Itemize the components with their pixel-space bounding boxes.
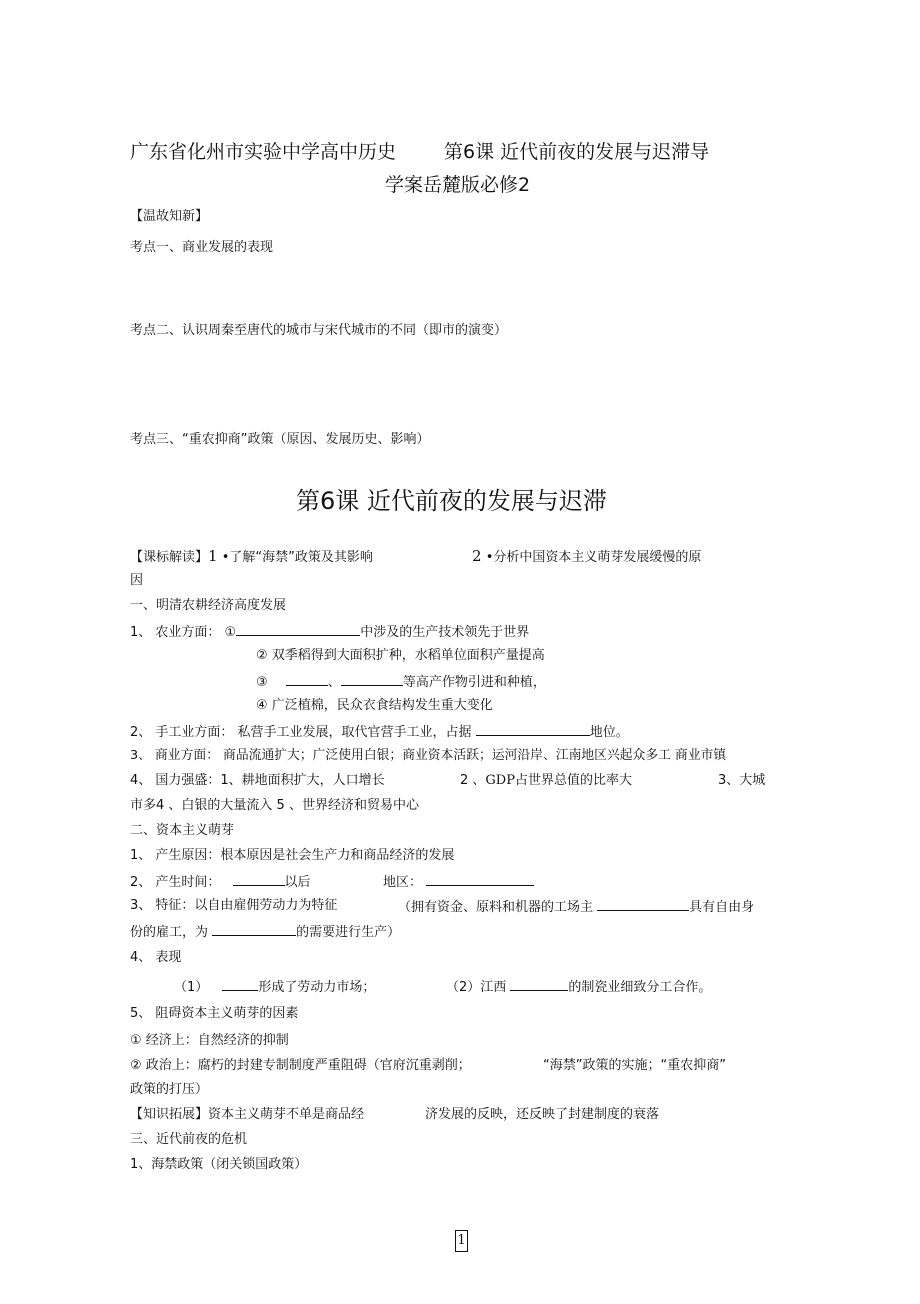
time-blank bbox=[233, 873, 285, 886]
craft-blank bbox=[476, 723, 590, 736]
doc-title-line2: 学案岳麓版必修2 bbox=[385, 174, 531, 196]
feature-b: （拥有资金、原料和机器的工场主 bbox=[398, 900, 594, 915]
feature-cont bbox=[130, 923, 400, 941]
power-b2: 占世界总值的比率大 bbox=[514, 773, 632, 788]
review-point-2: 考点二、认识周秦至唐代的城市与宋代城市的不同（即市的演变） bbox=[130, 323, 508, 338]
agri-1-marker: ① bbox=[224, 625, 237, 640]
doc-title-line1-left: 广东省化州市实验中学高中历史 bbox=[130, 141, 397, 163]
curriculum-item-2-cont: 因 bbox=[130, 573, 144, 588]
manifest-blank-2 bbox=[510, 978, 568, 991]
agri-line-4: ④ 广泛植棉，民众衣食结构发生重大变化 bbox=[256, 698, 493, 713]
feature-c: 具有自由身 bbox=[689, 900, 755, 915]
craft-text: 2、 手工业方面： 私营手工业发展，取代官营手工业，占据 bbox=[130, 725, 472, 740]
lesson-title: 第6课 近代前夜的发展与迟滞 bbox=[296, 487, 607, 515]
curriculum-num-1: 1 bbox=[208, 547, 218, 565]
feature-line-a: 3、 特征：以自由雇佣劳动力为特征 bbox=[130, 898, 338, 913]
manifest-2a: （2）江西 bbox=[446, 980, 507, 995]
section1-heading: 一、明清农耕经济高度发展 bbox=[130, 598, 287, 613]
agri-3-blank-1 bbox=[286, 673, 328, 686]
region-blank bbox=[426, 873, 534, 886]
power-cont: 市多4 、白银的大量流入 5 、世界经济和贸易中心 bbox=[130, 798, 419, 813]
power-line-b bbox=[460, 773, 632, 789]
obstacles-heading: 5、 阻碍资本主义萌芽的因素 bbox=[130, 1006, 299, 1021]
time-after: 以后 bbox=[284, 875, 311, 890]
agri-1-text: 中涉及的生产技术领先于世界 bbox=[360, 625, 530, 640]
section2-heading: 二、资本主义萌芽 bbox=[130, 823, 235, 838]
review-header: 【温故知新】 bbox=[130, 209, 209, 224]
extension-a: 【知识拓展】资本主义萌芽不单是商品经 bbox=[130, 1107, 365, 1122]
curriculum-item-2: •分析中国资本主义萌芽发展缓慢的原 bbox=[485, 550, 702, 565]
agri-1-blank bbox=[236, 623, 360, 636]
page-number: 1 bbox=[455, 1230, 468, 1252]
doc-title-line1-right: 第6课 近代前夜的发展与迟滞导 bbox=[444, 141, 710, 163]
feature-blank-1 bbox=[597, 898, 689, 911]
power-line-c: 3、大城 bbox=[718, 773, 766, 788]
obstacle-2a: ② 政治上：腐朽的封建专制制度严重阻碍（官府沉重剥削； bbox=[130, 1058, 471, 1073]
agri-line-3 bbox=[256, 673, 546, 691]
obstacle-2c: 政策的打压） bbox=[130, 1082, 209, 1097]
obstacle-2b: “海禁”政策的实施；“重农抑商” bbox=[543, 1058, 726, 1073]
agri-3-blank-2 bbox=[341, 673, 403, 686]
obstacle-1: ① 经济上：自然经济的抑制 bbox=[130, 1033, 289, 1048]
manifest-1 bbox=[174, 978, 375, 996]
power-gdp: GDP bbox=[485, 773, 515, 788]
extension-b: 济发展的反映，还反映了封建制度的衰落 bbox=[425, 1107, 660, 1122]
curriculum-line bbox=[130, 548, 373, 566]
agri-3-text: 等高产作物引进和种植， bbox=[402, 675, 546, 690]
agri-line-1 bbox=[130, 623, 529, 641]
section3-item-1: 1、海禁政策（闭关锁国政策） bbox=[130, 1157, 308, 1172]
power-b1: 2 、 bbox=[460, 773, 486, 788]
agri-3-sep: 、 bbox=[327, 675, 341, 690]
manifest-blank-1 bbox=[222, 978, 258, 991]
manifest-heading: 4、 表现 bbox=[130, 950, 182, 965]
time-label: 2、 产生时间： bbox=[130, 875, 221, 890]
section3-heading: 三、近代前夜的危机 bbox=[130, 1132, 248, 1147]
manifest-1a: （1） bbox=[174, 980, 209, 995]
review-point-3: 考点三、“重农抑商”政策（原因、发展历史、影响） bbox=[130, 432, 430, 447]
review-point-1: 考点一、商业发展的表现 bbox=[130, 240, 274, 255]
craft-line bbox=[130, 723, 629, 741]
feature-blank-2 bbox=[212, 923, 296, 936]
time-line bbox=[130, 873, 311, 891]
power-line-a: 4、 国力强盛：1、耕地面积扩大，人口增长 bbox=[130, 773, 385, 788]
curriculum-line-right bbox=[472, 548, 701, 566]
curriculum-item-1: •了解“海禁”政策及其影响 bbox=[221, 550, 373, 565]
manifest-1b: 形成了劳动力市场； bbox=[258, 980, 376, 995]
manifest-2 bbox=[446, 978, 711, 996]
curriculum-label: 【课标解读】 bbox=[130, 550, 209, 565]
feature-line-b bbox=[398, 898, 754, 916]
region-line bbox=[383, 873, 534, 891]
cause-line: 1、 产生原因：根本原因是社会生产力和商品经济的发展 bbox=[130, 848, 455, 863]
agri-label: 1、 农业方面： bbox=[130, 625, 221, 640]
curriculum-num-2: 2 bbox=[472, 547, 482, 565]
feature-cont-a: 份的雇工，为 bbox=[130, 925, 209, 940]
craft-end: 地位。 bbox=[589, 725, 629, 740]
commerce-line: 3、 商业方面： 商品流通扩大；广泛使用白银；商业资本活跃；运河沿岸、江南地区兴起众多工 商业市镇 bbox=[130, 748, 727, 763]
agri-line-2: ② 双季稻得到大面积扩种，水稻单位面积产量提高 bbox=[256, 648, 545, 663]
manifest-2b: 的制瓷业细致分工合作。 bbox=[568, 980, 712, 995]
region-label: 地区： bbox=[383, 875, 423, 890]
agri-3-marker: ③ bbox=[256, 675, 268, 690]
feature-cont-b: 的需要进行生产） bbox=[296, 925, 401, 940]
